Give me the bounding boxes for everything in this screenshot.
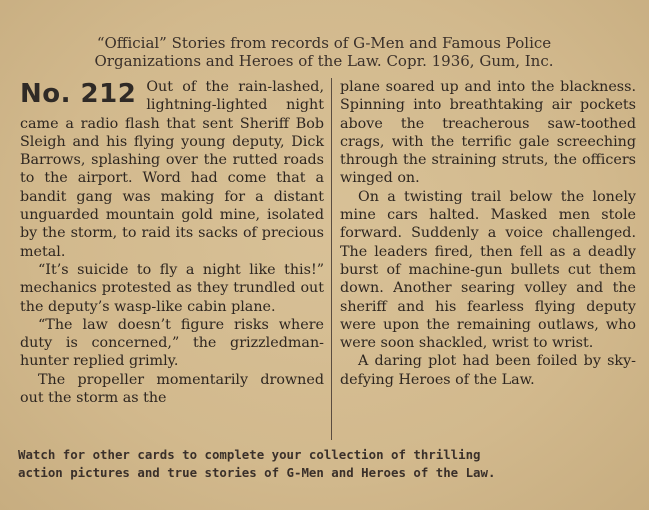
column-divider: [331, 78, 332, 440]
footer-line-1: Watch for other cards to complete your collection of thrilling: [18, 447, 481, 462]
story-paragraph-2: “It’s suicide to fly a night like this!” mechanics protested as they trundled out the deputy’s wasp-like cabin plane.: [20, 261, 324, 315]
story-paragraph-6: On a twisting trail below the lonely mine cars halted. Masked men stole forward. Suddenly a voice challenged. The leaders fired, then fell as a deadly burst of machine-gun bullets cut them down. Another searing volley and the sheriff and his fearless flying deputy were upon the remaining outlaws, who were soon shackled, wrist to wrist.: [340, 188, 636, 352]
story-paragraph-1: Out of the rain-lashed, lightning-lighted night came a radio flash that sent Sheriff Bob Sleigh and his flying young deputy, Dick Barrows, splashing over the rutted roads to the airport. Word had come that a bandit gang was making for a distant unguarded mountain gold mine, isolated by the storm, to raid its sacks of precious metal.: [20, 79, 324, 260]
card-header: [40, 34, 608, 70]
header-line-2: Organizations and Heroes of the Law. Copr. 1936, Gum, Inc.: [94, 52, 554, 70]
story-paragraph-3: “The law doesn’t figure risks where duty is concerned,” the grizzledman-hunter replied grimly.: [20, 316, 324, 370]
story-left-column: [20, 78, 324, 407]
footer-line-2: action pictures and true stories of G-Men and Heroes of the Law.: [18, 465, 496, 480]
card-number: No. 212: [20, 79, 137, 109]
story-right-column: [340, 78, 636, 389]
story-paragraph-4: The propeller momentarily drowned out the storm as the: [20, 371, 324, 407]
header-line-1: “Official” Stories from records of G-Men and Famous Police: [96, 34, 552, 52]
story-paragraph-7: A daring plot had been foiled by sky-defying Heroes of the Law.: [340, 353, 636, 388]
card-footer: [18, 446, 634, 482]
story-paragraph-5: plane soared up and into the blackness. Spinning into breathtaking air pockets above the treacherous saw-toothed crags, with the terrific gale screeching through the straining struts, the officers winged on.: [340, 79, 636, 187]
